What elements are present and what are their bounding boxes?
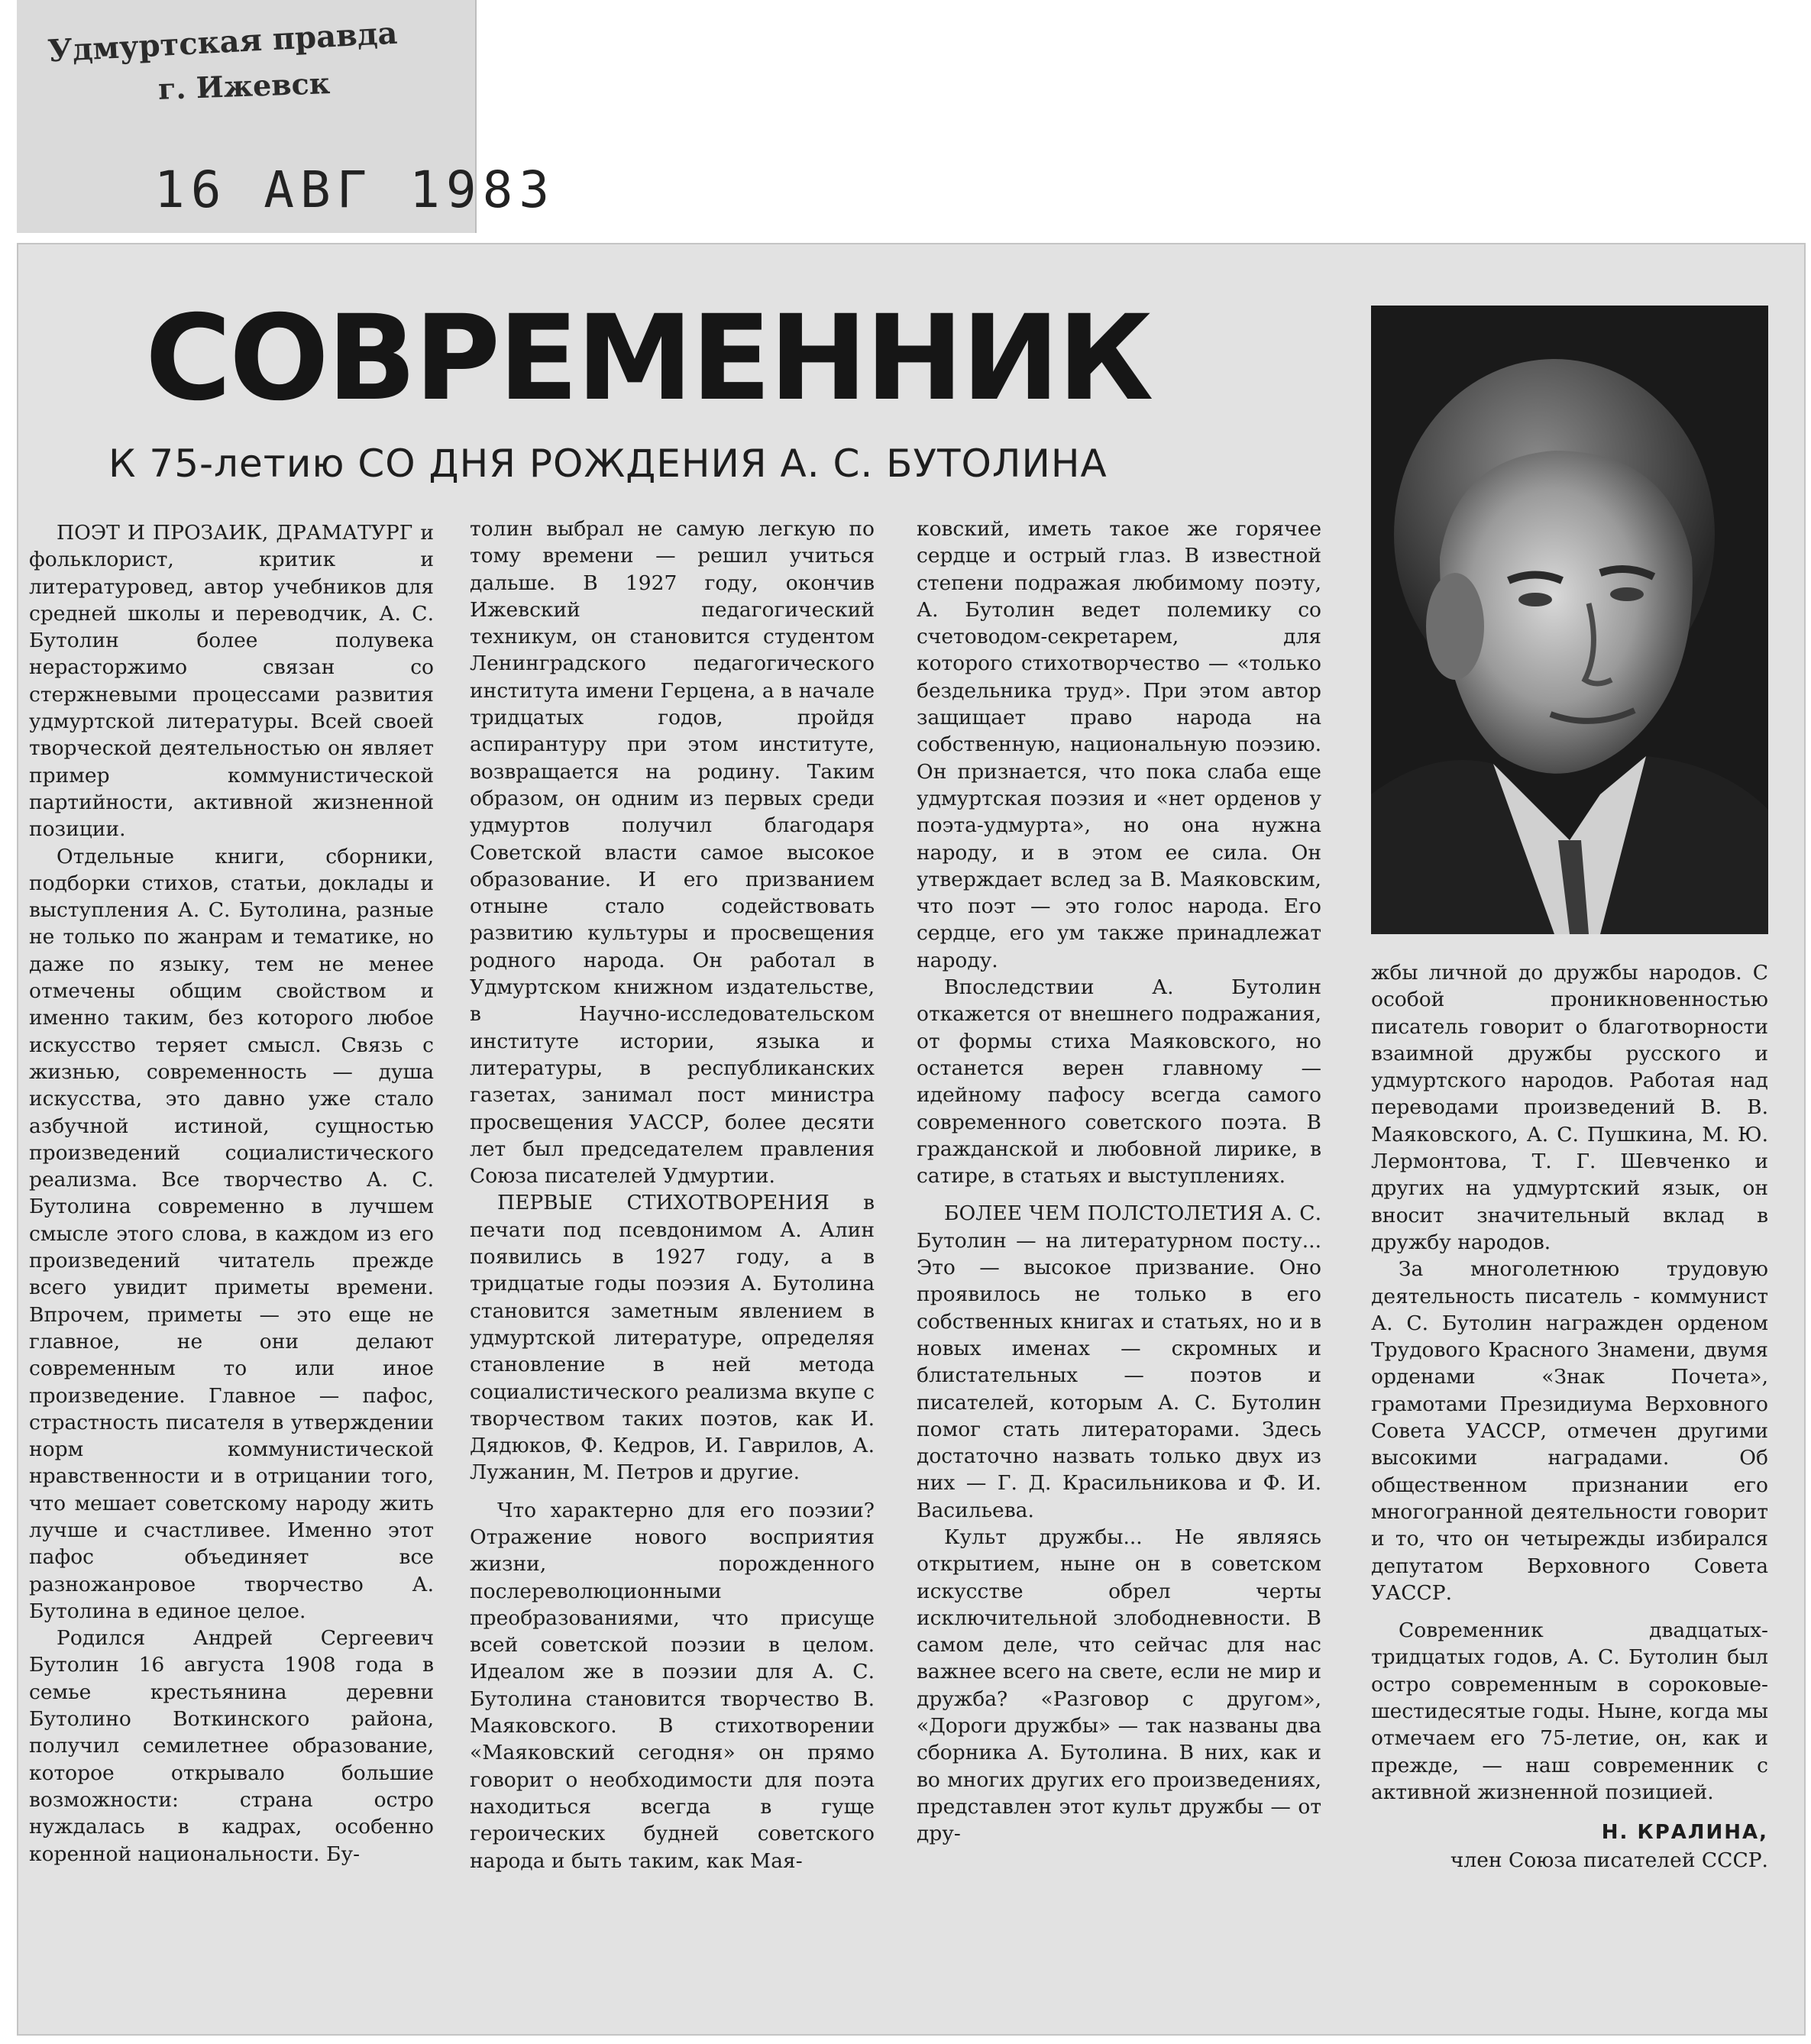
author-signature-role: член Союза писателей СССР. xyxy=(1450,1848,1768,1872)
archive-stamp-card xyxy=(17,0,556,233)
article-paragraph: жбы личной до дружбы народов. С особой проникновенностью писатель говорит о благотворности взаимной дружбы русского и удмуртского народов. Работая над переводами произведений В. В. Маяковского, А. С. Пушкина, М. Ю. Лермонтова, Т. Г. Шевченко и других на удмуртский язык, он вносит значительный вклад в дружбу народов. xyxy=(1371,961,1768,1254)
article-paragraph: Отдельные книги, сборники, подборки стихов, статьи, доклады и выступления А. С. Бутолина, разные не только по жанрам и тематике, но даже по языку, тем не менее отмечены общим свойством и именно таким, без которого любое искусство теряет смысл. Связь с жизнью, современность — душа искусства, это давно уже стало азбучной истиной, сущностью произведений социалистического реализма. Все творчество А. С. Бутолина современно в лучшем смысле этого слова, в каждом из его произведений читатель прежде всего увидит приметы времени. Впрочем, приметы — это еще не главное, не они делают современным то или иное произведение. Главное — пафос, страстность писателя в утверждении норм коммунистической нравственности и в отрицании того, что мешает советскому народу жить лучше и счастливее. Именно этот пафос объединяет все разножанровое творчество А. Бутолина в единое целое. xyxy=(29,844,434,1623)
article-paragraph: ПОЭТ И ПРОЗАИК, ДРАМАТУРГ и фольклорист, критик и литературовед, автор учебников для средней школы и переводчик, А. С. Бутолин более полувека нерасторжимо связан со стержневыми процессами развития удмуртской литературы. Всей своей творческой деятельностью он являет пример коммунистической партийности, активной жизненной позиции. xyxy=(29,521,434,842)
article-paragraph: Родился Андрей Сергеевич Бутолин 16 августа 1908 года в семье крестьянина деревни Бутолино Воткинского района, получил семилетнее образование, которое открывало большие возможности: страна остро нуждалась в кадрах, особенно коренной национальности. Бу- xyxy=(29,1626,434,1866)
article-column-3 xyxy=(917,516,1321,2036)
author-signature-name: Н. КРАЛИНА, xyxy=(1601,1821,1768,1845)
article-subtitle: К 75-летию СО ДНЯ РОЖДЕНИЯ А. С. БУТОЛИНА xyxy=(108,441,1108,486)
article-paragraph: ПЕРВЫЕ СТИХОТВОРЕНИЯ в печати под псевдонимом А. Алин появились в 1927 году, а в тридцатые годы поэзия А. Бутолина становится заметным явлением в удмуртской литературе, определяя становление в ней метода социалистического реализма вкупе с творчеством таких поэтов, как И. Дядюков, Ф. Кедров, И. Гаврилов, А. Лужанин, М. Петров и другие. xyxy=(470,1191,875,1485)
article-column-2 xyxy=(470,516,875,2036)
article-column-4 xyxy=(1371,959,1768,2044)
article-column-1 xyxy=(29,519,434,2039)
article-paragraph: БОЛЕЕ ЧЕМ ПОЛСТОЛЕТИЯ А. С. Бутолин — на литературном посту... Это — высокое призвание. Оно проявилось не только в его собственных книгах и статьях, но и в новых именах — скромных и блистательных — поэтов и писателей, которым А. С. Бутолин помог стать литераторами. Здесь достаточно назвать только двух из них — Г. Д. Красильникова и Ф. И. Васильева. xyxy=(917,1201,1321,1522)
article-paragraph: Современник двадцатых-тридцатых годов, А. С. Бутолин был остро современным в сороковые-шестидесятые годы. Ныне, когда мы отмечаем его 75-летие, он, как и прежде, — наш современник с активной жизненной позицией. xyxy=(1371,1619,1768,1804)
article-paragraph: толин выбрал не самую легкую по тому времени — решил учиться дальше. В 1927 году, окончив Ижевский педагогический техникум, он становится студентом Ленинградского педагогического института имени Герцена, а в начале тридцатых годов, пройдя аспирантуру при этом институте, возвращается на родину. Таким образом, он одним из первых среди удмуртов получил благодаря Советской власти самое высокое образование. И его призванием отныне стало содействовать развитию культуры и просвещения родного народа. Он работал в Удмуртском книжном издательстве, в Научно-исследовательском институте истории, языка и литературы, в республиканских газетах, занимал пост министра просвещения УАССР, более десяти лет был председателем правления Союза писателей Удмуртии. xyxy=(470,517,875,1189)
author-portrait-photo xyxy=(1371,306,1768,934)
article-paragraph: Впоследствии А. Бутолин откажется от внешнего подражания, от формы стиха Маяковского, но останется верен главному — идейному пафосу всегда самого современного советского поэта. В гражданской и любовной лирике, в сатире, в статьях и выступлениях. xyxy=(917,975,1321,1189)
article-paragraph: Что характерно для его поэзии? Отражение нового восприятия жизни, порожденного послереволюционными преобразованиями, что присуще всей советской поэзии в целом. Идеалом же в поэзии для А. С. Бутолина становится творчество В. Маяковского. В стихотворении «Маяковский сегодня» он прямо говорит о необходимости для поэта находиться всегда в гуще героических будней советского народа и быть таким, как Мая- xyxy=(470,1498,875,1873)
stamp-city: г. Ижевск xyxy=(157,66,331,106)
article-paragraph: ковский, иметь такое же горячее сердце и острый глаз. В известной степени подражая любимому поэту, А. Бутолин ведет полемику со счетоводом-секретарем, для которого стихотворчество — «только бездельника труд». При этом автор защищает право народа на собственную, национальную поэзию. Он признается, что пока слаба еще удмуртская поэзия и «нет орденов у поэта-удмурта», но она нужна народу, и в этом ее сила. Он утверждает вслед за В. Маяковским, что поэт — это голос народа. Его сердце, его ум также принадлежат народу. xyxy=(917,517,1321,972)
article-paragraph: Культ дружбы... Не являясь открытием, ныне он в советском искусстве обрел черты исключительной злободневности. В самом деле, что сейчас для нас важнее всего на свете, если не мир и дружба? «Разговор с другом», «Дороги дружбы» — так названы два сборника А. Бутолина. В них, как и во многих других его произведениях, представлен этот культ дружбы — от дру- xyxy=(917,1525,1321,1846)
article-title: СОВРЕМЕННИК xyxy=(145,290,1152,427)
portrait-illustration xyxy=(1371,306,1768,934)
stamp-newspaper-name: Удмуртская правда xyxy=(47,15,399,70)
article-paragraph: За многолетнюю трудовую деятельность писатель - коммунист А. С. Бутолин награжден орденом Трудового Красного Знамени, двумя орденами «Знак Почета», грамотами Президиума Верховного Совета УАССР, отмечен другими высокими наградами. Об общественном признании его многогранной деятельности говорит и то, что он четырежды избирался депутатом Верховного Совета УАССР. xyxy=(1371,1257,1768,1605)
stamp-date: 16 АВГ 1983 xyxy=(154,160,556,219)
